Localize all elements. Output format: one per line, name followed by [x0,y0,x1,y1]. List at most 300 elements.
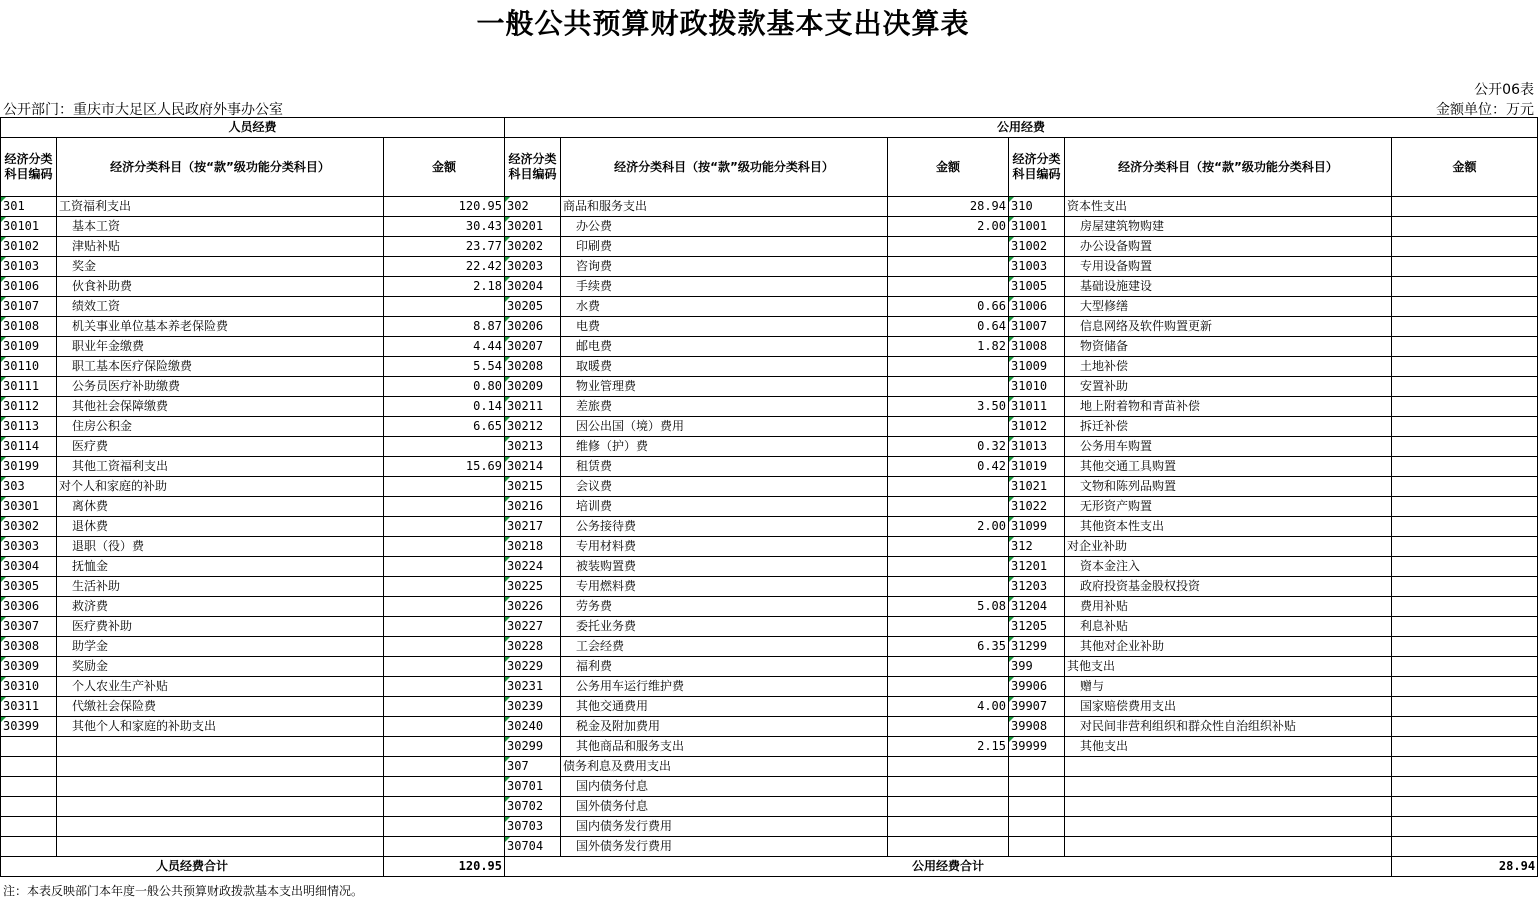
public-code-cell: 30299 [505,737,561,757]
public-name-cell: 国外债务发行费用 [561,837,888,857]
capital-code-cell: 31099 [1009,517,1065,537]
col-header-name: 经济分类科目（按“款”级功能分类科目） [57,138,384,197]
table-row [1,557,1538,577]
public-name-cell: 国内债务付息 [561,777,888,797]
personnel-amount-cell: 23.77 [384,237,505,257]
capital-amount-cell [1392,497,1538,517]
table-row [1,257,1538,277]
personnel-amount-cell [384,557,505,577]
personnel-name-cell: 助学金 [57,637,384,657]
capital-code-cell: 31013 [1009,437,1065,457]
capital-code-cell: 310 [1009,197,1065,217]
personnel-name-cell [57,737,384,757]
capital-name-cell: 其他资本性支出 [1065,517,1392,537]
public-code-cell: 30216 [505,497,561,517]
personnel-code-cell: 30307 [1,617,57,637]
capital-amount-cell [1392,197,1538,217]
capital-name-cell: 其他支出 [1065,657,1392,677]
capital-amount-cell [1392,277,1538,297]
personnel-total-amount: 120.95 [384,857,505,877]
capital-amount-cell [1392,657,1538,677]
expenditure-table [0,117,1538,877]
personnel-code-cell: 30301 [1,497,57,517]
capital-amount-cell [1392,477,1538,497]
table-row [1,317,1538,337]
capital-code-cell: 31011 [1009,397,1065,417]
public-amount-cell [888,757,1009,777]
capital-code-cell: 312 [1009,537,1065,557]
capital-name-cell: 资本性支出 [1065,197,1392,217]
public-name-cell: 取暖费 [561,357,888,377]
capital-code-cell: 31019 [1009,457,1065,477]
personnel-name-cell: 抚恤金 [57,557,384,577]
table-note: 注：本表反映部门本年度一般公共预算财政拨款基本支出明细情况。 [3,884,364,898]
public-amount-cell: 3.50 [888,397,1009,417]
capital-name-cell [1065,797,1392,817]
public-amount-cell [888,797,1009,817]
table-row [1,197,1538,217]
capital-amount-cell [1392,797,1538,817]
personnel-name-cell: 公务员医疗补助缴费 [57,377,384,397]
capital-code-cell [1009,757,1065,777]
public-code-cell: 30201 [505,217,561,237]
capital-name-cell: 资本金注入 [1065,557,1392,577]
public-code-cell: 30206 [505,317,561,337]
capital-name-cell: 拆迁补偿 [1065,417,1392,437]
public-name-cell: 福利费 [561,657,888,677]
capital-code-cell: 31201 [1009,557,1065,577]
personnel-name-cell: 代缴社会保险费 [57,697,384,717]
personnel-name-cell: 奖励金 [57,657,384,677]
table-row [1,377,1538,397]
table-row [1,397,1538,417]
personnel-code-cell: 30107 [1,297,57,317]
personnel-name-cell: 个人农业生产补贴 [57,677,384,697]
col-header-code: 经济分类科目编码 [1009,138,1065,197]
capital-name-cell: 对企业补助 [1065,537,1392,557]
public-code-cell: 30228 [505,637,561,657]
table-row [1,757,1538,777]
public-amount-cell: 0.32 [888,437,1009,457]
public-amount-cell [888,577,1009,597]
table-row [1,637,1538,657]
section-header-row [1,118,1538,138]
public-code-cell: 30225 [505,577,561,597]
table-row [1,797,1538,817]
capital-amount-cell [1392,377,1538,397]
personnel-name-cell: 救济费 [57,597,384,617]
personnel-code-cell: 30309 [1,657,57,677]
personnel-amount-cell [384,497,505,517]
capital-code-cell: 31021 [1009,477,1065,497]
public-code-cell: 30224 [505,557,561,577]
public-name-cell: 国外债务付息 [561,797,888,817]
table-row [1,457,1538,477]
personnel-name-cell: 退休费 [57,517,384,537]
personnel-code-cell: 30110 [1,357,57,377]
capital-code-cell [1009,837,1065,857]
public-total-label: 公用经费合计 [505,857,1392,877]
public-amount-cell [888,557,1009,577]
capital-code-cell: 31003 [1009,257,1065,277]
personnel-name-cell: 其他个人和家庭的补助支出 [57,717,384,737]
personnel-amount-cell [384,637,505,657]
table-row [1,777,1538,797]
col-header-amount: 金额 [384,138,505,197]
table-row [1,437,1538,457]
personnel-amount-cell: 22.42 [384,257,505,277]
personnel-name-cell: 职工基本医疗保险缴费 [57,357,384,377]
personnel-amount-cell [384,297,505,317]
personnel-code-cell: 30112 [1,397,57,417]
personnel-name-cell [57,817,384,837]
col-header-name: 经济分类科目（按“款”级功能分类科目） [1065,138,1392,197]
public-amount-cell [888,657,1009,677]
personnel-amount-cell: 0.14 [384,397,505,417]
public-code-cell: 30701 [505,777,561,797]
capital-code-cell: 31203 [1009,577,1065,597]
personnel-amount-cell [384,597,505,617]
public-amount-cell [888,377,1009,397]
public-name-cell: 咨询费 [561,257,888,277]
public-code-cell: 30208 [505,357,561,377]
public-code-cell: 30229 [505,657,561,677]
table-row [1,597,1538,617]
totals-row [1,857,1538,877]
personnel-name-cell [57,757,384,777]
capital-amount-cell [1392,837,1538,857]
capital-name-cell: 其他对企业补助 [1065,637,1392,657]
public-amount-cell [888,777,1009,797]
public-code-cell: 30205 [505,297,561,317]
public-name-cell: 办公费 [561,217,888,237]
personnel-amount-cell: 6.65 [384,417,505,437]
table-row [1,417,1538,437]
personnel-code-cell [1,757,57,777]
capital-code-cell: 39999 [1009,737,1065,757]
col-header-amount: 金额 [1392,138,1538,197]
public-amount-cell [888,257,1009,277]
capital-amount-cell [1392,417,1538,437]
personnel-amount-cell: 5.54 [384,357,505,377]
capital-name-cell [1065,817,1392,837]
public-amount-cell: 2.15 [888,737,1009,757]
personnel-amount-cell: 30.43 [384,217,505,237]
personnel-code-cell: 30108 [1,317,57,337]
personnel-code-cell: 30311 [1,697,57,717]
table-row [1,717,1538,737]
personnel-amount-cell [384,577,505,597]
capital-name-cell: 无形资产购置 [1065,497,1392,517]
personnel-name-cell: 其他工资福利支出 [57,457,384,477]
public-code-cell: 30240 [505,717,561,737]
public-name-cell: 委托业务费 [561,617,888,637]
personnel-amount-cell [384,737,505,757]
capital-name-cell: 公务用车购置 [1065,437,1392,457]
public-name-cell: 水费 [561,297,888,317]
personnel-amount-cell [384,617,505,637]
personnel-code-cell: 30113 [1,417,57,437]
personnel-name-cell: 住房公积金 [57,417,384,437]
personnel-code-cell: 30304 [1,557,57,577]
capital-code-cell: 31009 [1009,357,1065,377]
public-name-cell: 债务利息及费用支出 [561,757,888,777]
personnel-amount-cell [384,517,505,537]
personnel-name-cell: 奖金 [57,257,384,277]
table-row [1,517,1538,537]
personnel-amount-cell [384,817,505,837]
capital-code-cell: 39907 [1009,697,1065,717]
personnel-code-cell: 30199 [1,457,57,477]
public-code-cell: 30203 [505,257,561,277]
public-name-cell: 手续费 [561,277,888,297]
public-amount-cell [888,357,1009,377]
public-amount-cell: 4.00 [888,697,1009,717]
personnel-code-cell [1,737,57,757]
table-row [1,837,1538,857]
public-amount-cell [888,237,1009,257]
public-amount-cell: 0.42 [888,457,1009,477]
public-total-amount: 28.94 [1392,857,1538,877]
public-code-cell: 30702 [505,797,561,817]
capital-name-cell: 安置补助 [1065,377,1392,397]
table-row [1,737,1538,757]
capital-code-cell: 31001 [1009,217,1065,237]
personnel-amount-cell [384,837,505,857]
public-amount-cell: 0.66 [888,297,1009,317]
capital-code-cell: 31299 [1009,637,1065,657]
capital-name-cell: 其他交通工具购置 [1065,457,1392,477]
public-code-cell: 30704 [505,837,561,857]
capital-amount-cell [1392,737,1538,757]
col-header-code: 经济分类科目编码 [505,138,561,197]
personnel-amount-cell [384,797,505,817]
table-row [1,817,1538,837]
table-row [1,337,1538,357]
col-header-amount: 金额 [888,138,1009,197]
capital-amount-cell [1392,457,1538,477]
public-name-cell: 电费 [561,317,888,337]
personnel-section-header: 人员经费 [1,118,505,138]
personnel-amount-cell: 8.87 [384,317,505,337]
capital-amount-cell [1392,557,1538,577]
capital-name-cell: 利息补贴 [1065,617,1392,637]
capital-amount-cell [1392,517,1538,537]
capital-name-cell [1065,777,1392,797]
capital-code-cell [1009,797,1065,817]
public-code-cell: 30239 [505,697,561,717]
personnel-name-cell: 其他社会保障缴费 [57,397,384,417]
public-amount-cell [888,677,1009,697]
personnel-name-cell: 伙食补助费 [57,277,384,297]
public-code-cell: 30211 [505,397,561,417]
personnel-amount-cell: 15.69 [384,457,505,477]
public-amount-cell [888,817,1009,837]
capital-code-cell: 31204 [1009,597,1065,617]
department-label: 公开部门：重庆市大足区人民政府外事办公室 [3,102,283,118]
capital-name-cell: 基础设施建设 [1065,277,1392,297]
public-amount-cell: 28.94 [888,197,1009,217]
public-name-cell: 物业管理费 [561,377,888,397]
public-name-cell: 专用材料费 [561,537,888,557]
capital-amount-cell [1392,817,1538,837]
table-row [1,477,1538,497]
report-title: 一般公共预算财政拨款基本支出决算表 [476,7,970,40]
capital-amount-cell [1392,617,1538,637]
capital-name-cell: 专用设备购置 [1065,257,1392,277]
public-name-cell: 因公出国（境）费用 [561,417,888,437]
public-name-cell: 专用燃料费 [561,577,888,597]
public-amount-cell [888,617,1009,637]
table-row [1,277,1538,297]
capital-amount-cell [1392,237,1538,257]
public-amount-cell [888,417,1009,437]
personnel-code-cell [1,817,57,837]
public-code-cell: 30226 [505,597,561,617]
public-code-cell: 30213 [505,437,561,457]
public-code-cell: 30217 [505,517,561,537]
public-amount-cell: 1.82 [888,337,1009,357]
capital-name-cell: 地上附着物和青苗补偿 [1065,397,1392,417]
personnel-code-cell: 30306 [1,597,57,617]
table-row [1,657,1538,677]
personnel-name-cell: 离休费 [57,497,384,517]
personnel-amount-cell [384,677,505,697]
personnel-name-cell: 生活补助 [57,577,384,597]
capital-code-cell: 31007 [1009,317,1065,337]
capital-name-cell: 大型修缮 [1065,297,1392,317]
personnel-code-cell: 30302 [1,517,57,537]
public-name-cell: 会议费 [561,477,888,497]
capital-name-cell: 信息网络及软件购置更新 [1065,317,1392,337]
public-name-cell: 租赁费 [561,457,888,477]
public-amount-cell [888,477,1009,497]
capital-amount-cell [1392,717,1538,737]
personnel-code-cell [1,777,57,797]
capital-code-cell: 31005 [1009,277,1065,297]
personnel-code-cell: 30399 [1,717,57,737]
public-code-cell: 30215 [505,477,561,497]
col-header-name: 经济分类科目（按“款”级功能分类科目） [561,138,888,197]
capital-name-cell: 办公设备购置 [1065,237,1392,257]
capital-name-cell [1065,757,1392,777]
personnel-amount-cell: 4.44 [384,337,505,357]
public-code-cell: 307 [505,757,561,777]
public-name-cell: 邮电费 [561,337,888,357]
capital-code-cell: 31022 [1009,497,1065,517]
public-name-cell: 差旅费 [561,397,888,417]
capital-code-cell: 39906 [1009,677,1065,697]
personnel-name-cell: 医疗费补助 [57,617,384,637]
capital-name-cell: 国家赔偿费用支出 [1065,697,1392,717]
personnel-amount-cell [384,477,505,497]
capital-name-cell: 费用补贴 [1065,597,1392,617]
personnel-code-cell: 303 [1,477,57,497]
personnel-amount-cell [384,757,505,777]
table-row [1,237,1538,257]
public-amount-cell [888,537,1009,557]
personnel-amount-cell [384,777,505,797]
personnel-name-cell: 津贴补贴 [57,237,384,257]
capital-amount-cell [1392,337,1538,357]
public-code-cell: 30231 [505,677,561,697]
personnel-name-cell: 基本工资 [57,217,384,237]
table-code-label: 公开06表 [1474,82,1534,98]
personnel-name-cell: 工资福利支出 [57,197,384,217]
capital-amount-cell [1392,577,1538,597]
public-code-cell: 30207 [505,337,561,357]
capital-amount-cell [1392,357,1538,377]
public-amount-cell [888,277,1009,297]
capital-amount-cell [1392,757,1538,777]
personnel-code-cell: 30303 [1,537,57,557]
public-code-cell: 30214 [505,457,561,477]
public-name-cell: 其他交通费用 [561,697,888,717]
personnel-name-cell: 职业年金缴费 [57,337,384,357]
capital-amount-cell [1392,297,1538,317]
capital-code-cell: 31012 [1009,417,1065,437]
capital-name-cell: 文物和陈列品购置 [1065,477,1392,497]
personnel-code-cell [1,797,57,817]
table-row [1,577,1538,597]
public-name-cell: 劳务费 [561,597,888,617]
personnel-code-cell: 30109 [1,337,57,357]
personnel-name-cell: 退职（役）费 [57,537,384,557]
capital-name-cell: 其他支出 [1065,737,1392,757]
public-name-cell: 公务用车运行维护费 [561,677,888,697]
capital-code-cell [1009,817,1065,837]
public-name-cell: 工会经费 [561,637,888,657]
public-name-cell: 维修（护）费 [561,437,888,457]
public-code-cell: 30209 [505,377,561,397]
public-name-cell: 培训费 [561,497,888,517]
capital-amount-cell [1392,537,1538,557]
public-amount-cell: 5.08 [888,597,1009,617]
public-amount-cell: 2.00 [888,217,1009,237]
capital-amount-cell [1392,437,1538,457]
table-row [1,537,1538,557]
table-row [1,617,1538,637]
public-name-cell: 国内债务发行费用 [561,817,888,837]
capital-amount-cell [1392,597,1538,617]
personnel-amount-cell [384,437,505,457]
capital-name-cell: 物资储备 [1065,337,1392,357]
capital-code-cell [1009,777,1065,797]
personnel-name-cell [57,797,384,817]
personnel-amount-cell [384,657,505,677]
table-row [1,697,1538,717]
personnel-code-cell: 301 [1,197,57,217]
capital-amount-cell [1392,317,1538,337]
capital-amount-cell [1392,257,1538,277]
capital-name-cell: 对民间非营利组织和群众性自治组织补贴 [1065,717,1392,737]
personnel-name-cell [57,777,384,797]
public-name-cell: 其他商品和服务支出 [561,737,888,757]
personnel-total-label: 人员经费合计 [1,857,384,877]
table-row [1,497,1538,517]
capital-name-cell: 土地补偿 [1065,357,1392,377]
capital-code-cell: 31010 [1009,377,1065,397]
personnel-amount-cell [384,717,505,737]
public-code-cell: 30703 [505,817,561,837]
public-code-cell: 30202 [505,237,561,257]
public-name-cell: 商品和服务支出 [561,197,888,217]
column-header-row [1,138,1538,197]
capital-amount-cell [1392,637,1538,657]
personnel-name-cell: 机关事业单位基本养老保险费 [57,317,384,337]
capital-name-cell: 赠与 [1065,677,1392,697]
col-header-code: 经济分类科目编码 [1,138,57,197]
